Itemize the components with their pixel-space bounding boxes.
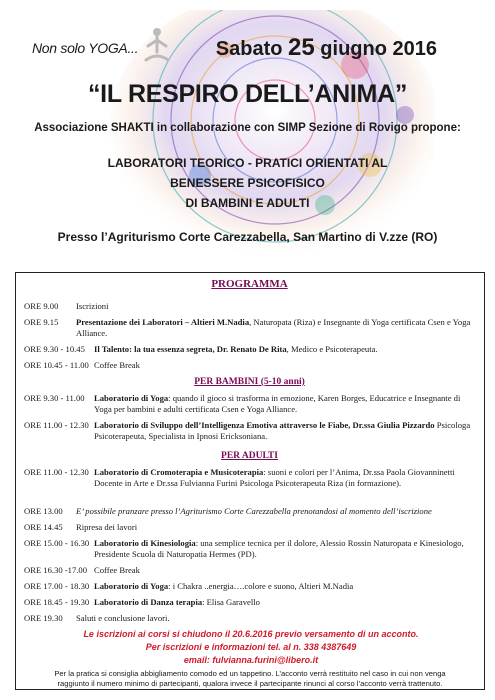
- enrollment-notice: Le iscrizioni ai corsi si chiudono il 20.6.2016 previo versamento di un acconto.: [83, 629, 419, 639]
- date-month-year: giugno 2016: [320, 38, 437, 60]
- contact-email[interactable]: email: fulvianna.furini@libero.it: [183, 655, 319, 665]
- event-date: [216, 34, 437, 62]
- row-desc: Laboratorio di Sviluppo dell’Intelligenza Emotiva attraverso le Fiabe, Dr.ssa Giulia Pizzardo Psicologa Psicoterapeuta, Specialista in Ipnosi Ericksoniana.: [94, 420, 471, 441]
- flyer-header: [10, 10, 485, 265]
- footnote: [24, 669, 476, 689]
- program-heading: PROGRAMMA: [211, 278, 288, 290]
- row-time: ORE 11.00 - 12.30: [24, 467, 89, 477]
- row-desc: Presentazione dei Laboratori – Altieri M.Nadia, Naturopata (Riza) e Insegnante di Yoga certificata Csen e Yoga Alliance.: [76, 317, 471, 338]
- row-time: ORE 10.45 - 11.00: [24, 360, 89, 370]
- lab-line-1: LABORATORI TEORICO - PRATICI ORIENTATI AL: [107, 156, 388, 170]
- row-desc: Iscrizioni: [76, 301, 109, 311]
- row-time: ORE 19.30: [24, 613, 63, 623]
- row-desc: Laboratorio di Yoga: i Chakra ..energia….colore e suono, Altieri M.Nadia: [94, 581, 354, 591]
- row-desc: Coffee Break: [94, 360, 140, 370]
- flyer: [10, 10, 485, 690]
- row-desc: Saluti e conclusione lavori.: [76, 613, 170, 623]
- lab-heading: [10, 153, 485, 213]
- tagline: Non solo YOGA...: [32, 40, 139, 56]
- row-desc: Coffee Break: [94, 565, 140, 575]
- row-desc: Ripresa dei lavori: [76, 522, 138, 532]
- row-time: ORE 13.00: [24, 506, 63, 516]
- row-desc: Laboratorio di Danza terapia: Elisa Garavello: [94, 597, 260, 607]
- event-title: “IL RESPIRO DELL’ANIMA”: [87, 80, 408, 108]
- contact-phone: Per iscrizioni e informazioni tel. al n. 338 4387649: [145, 642, 357, 652]
- row-time: ORE 9.30 - 11.00: [24, 393, 85, 403]
- row-time: ORE 16.30 -17.00: [24, 565, 88, 575]
- row-time: ORE 9.30 - 10.45: [24, 344, 85, 354]
- association-line: Associazione SHAKTI in collaborazione con SIMP Sezione di Rovigo propone:: [34, 122, 461, 134]
- program-box: [15, 272, 485, 690]
- row-time: ORE 14.45: [24, 522, 63, 532]
- lab-line-2: BENESSERE PSICOFISICO: [170, 176, 325, 190]
- row-desc: E’ possibile pranzare presso l’Agriturismo Corte Carezzabella prenotandosi al momento dell’iscrizione: [76, 506, 432, 516]
- date-day: 25: [288, 34, 315, 61]
- lab-line-3: DI BAMBINI E ADULTI: [185, 196, 310, 210]
- row-time: ORE 17.00 - 18.30: [24, 581, 90, 591]
- row-time: ORE 18.45 - 19.30: [24, 597, 90, 607]
- row-desc: Il Talento: la tua essenza segreta, Dr. Renato De Rita, Medico e Psicoterapeuta.: [94, 344, 378, 354]
- row-time: ORE 9.15: [24, 317, 59, 327]
- date-weekday: Sabato: [215, 38, 283, 60]
- kids-heading: PER BAMBINI (5-10 anni): [194, 377, 305, 387]
- row-desc: Laboratorio di Yoga: quando il gioco si trasforma in emozione, Karen Borges, Educatrice e Insegnante di Yoga per bambini e adulti certificata Csen e Yoga Alliance.: [94, 393, 461, 414]
- row-time: ORE 11.00 - 12.30: [24, 420, 89, 430]
- row-desc: Laboratorio di Kinesiologia: una semplice tecnica per il dolore, Alessio Rossin Naturopata e Kinesiologo, Presidente Scuola di Naturopatia Hermes (PD).: [94, 538, 464, 559]
- row-time: ORE 15.00 - 16.30: [24, 538, 90, 548]
- footnote-line-2: raggiunto il numero minimo di partecipanti, qualora invece il partecipante rinunci al corso l’acconto verrà trattenuto.: [57, 679, 443, 688]
- row-desc: Laboratorio di Cromoterapia e Musicoterapia: suoni e colori per l’Anima, Dr.ssa Paola Giovanninetti Docente in Arte e Dr.ssa Fulvianna Furini Psicologa Psicoterapeuta Riza (in formazione).: [94, 467, 455, 488]
- adults-heading: PER ADULTI: [221, 451, 278, 461]
- footnote-line-1: Per la pratica si consiglia abbigliamento comodo ed un tappetino. L’acconto verrà restituito nel caso in cui non venga: [54, 669, 446, 678]
- row-time: ORE 9.00: [24, 301, 59, 311]
- yoga-figure-icon: [143, 26, 171, 66]
- venue-line: Presso l’Agriturismo Corte Carezzabella, San Martino di V.zze (RO): [57, 230, 438, 244]
